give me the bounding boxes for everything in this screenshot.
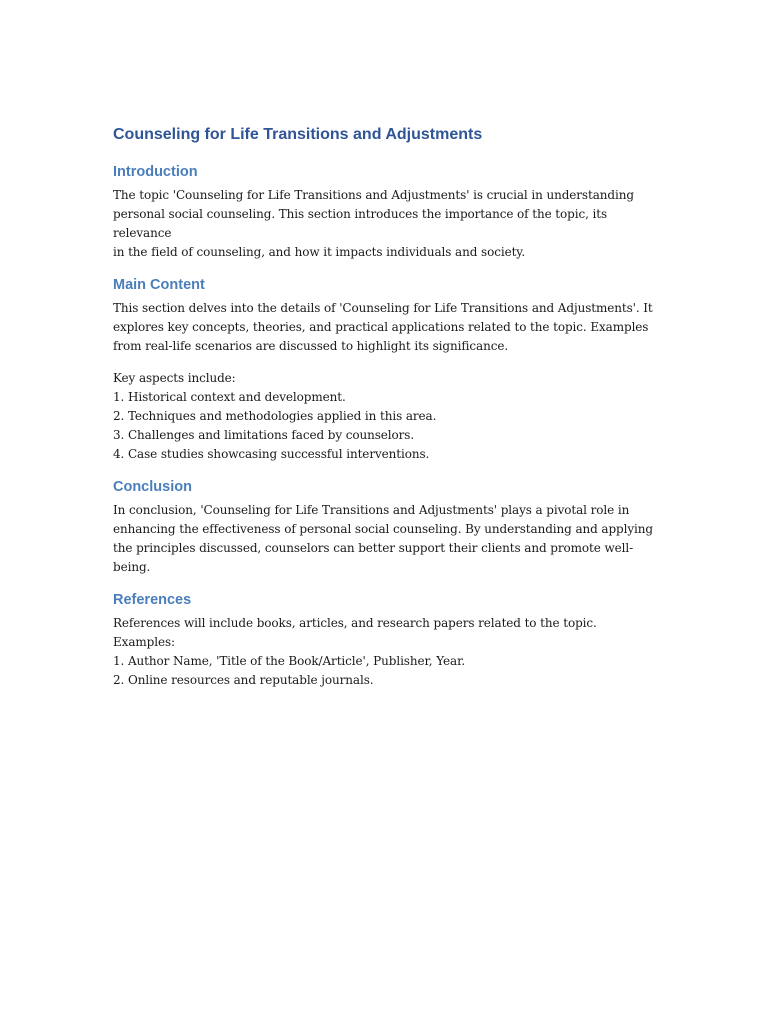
- reference-item: 2. Online resources and reputable journals.: [113, 673, 374, 687]
- list-item: 3. Challenges and limitations faced by counselors.: [113, 428, 415, 442]
- list-item: 4. Case studies showcasing successful interventions.: [113, 447, 430, 461]
- list-item: 2. Techniques and methodologies applied in this area.: [113, 409, 437, 423]
- main-content-paragraph: [113, 299, 661, 356]
- introduction-paragraph: [113, 186, 661, 262]
- key-aspects-list: [113, 369, 661, 464]
- paragraph-line: explores key concepts, theories, and practical applications related to the topic. Examples: [113, 320, 649, 334]
- section-references: [113, 590, 661, 690]
- paragraph-line: personal social counseling. This section introduces the importance of the topic, its relevance: [113, 207, 608, 240]
- paragraph-line: in the field of counseling, and how it impacts individuals and society.: [113, 245, 526, 259]
- document-page: [113, 124, 661, 690]
- paragraph-line: the principles discussed, counselors can better support their clients and promote well-: [113, 541, 634, 555]
- paragraph-line: In conclusion, 'Counseling for Life Transitions and Adjustments' plays a pivotal role in: [113, 503, 630, 517]
- list-item: 1. Historical context and development.: [113, 390, 346, 404]
- paragraph-line: The topic 'Counseling for Life Transitions and Adjustments' is crucial in understanding: [113, 188, 634, 202]
- references-paragraph: [113, 614, 661, 690]
- paragraph-line: References will include books, articles, and research papers related to the topic. Examples:: [113, 616, 597, 649]
- section-main-content: [113, 275, 661, 464]
- paragraph-line: being.: [113, 560, 151, 574]
- section-conclusion: [113, 477, 661, 577]
- paragraph-line: from real-life scenarios are discussed to highlight its significance.: [113, 339, 509, 353]
- section-heading-introduction: Introduction: [113, 164, 198, 180]
- reference-item: 1. Author Name, 'Title of the Book/Article', Publisher, Year.: [113, 654, 466, 668]
- section-heading-references: References: [113, 592, 192, 608]
- section-heading-conclusion: Conclusion: [113, 479, 192, 495]
- paragraph-line: enhancing the effectiveness of personal social counseling. By understanding and applying: [113, 522, 654, 536]
- section-heading-main-content: Main Content: [113, 277, 205, 293]
- document-title: Counseling for Life Transitions and Adjustments: [113, 126, 483, 143]
- list-intro: Key aspects include:: [113, 371, 236, 385]
- section-introduction: [113, 162, 661, 262]
- paragraph-line: This section delves into the details of 'Counseling for Life Transitions and Adjustments'. It: [113, 301, 653, 315]
- conclusion-paragraph: [113, 501, 661, 577]
